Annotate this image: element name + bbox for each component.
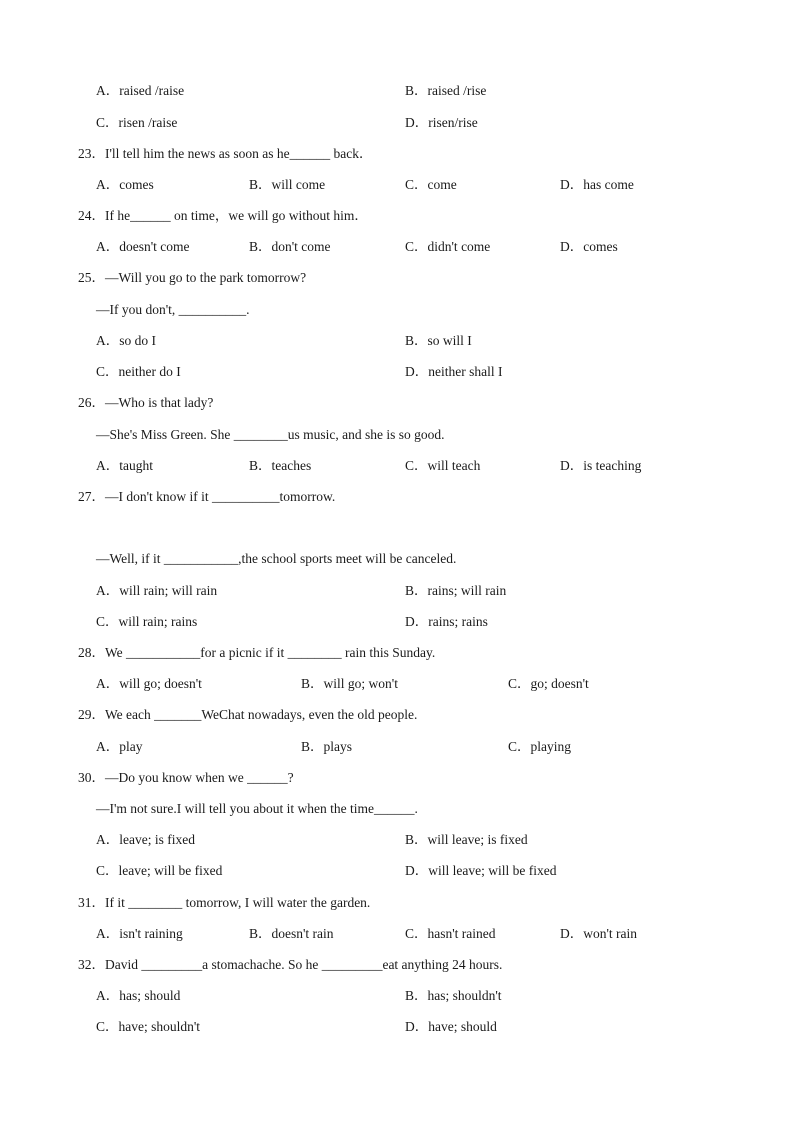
q28-option-c: C．go; doesn't	[508, 676, 589, 691]
q30-option-a: A．leave; is fixed	[96, 832, 195, 847]
q30-option-d: D．will leave; will be fixed	[405, 863, 557, 878]
q23-option-a: A．comes	[96, 177, 154, 192]
q22-option-a: A．raised /raise	[96, 83, 185, 98]
q32-option-b: B．has; shouldn't	[405, 988, 502, 1003]
q30-line2: —I'm not sure.I will tell you about it when the time______.	[96, 801, 418, 816]
q31-option-c: C．hasn't rained	[405, 926, 496, 941]
q31-option-d: D．won't rain	[560, 926, 638, 941]
q27-line2: —Well, if it ___________,the school sports meet will be canceled.	[96, 551, 457, 566]
q24-option-b: B．don't come	[249, 239, 331, 254]
q27-option-b: B．rains; will rain	[405, 583, 507, 598]
q27-option-a: A．will rain; will rain	[96, 583, 218, 598]
q29-option-b: B．plays	[301, 739, 353, 754]
q32-option-c: C．have; shouldn't	[96, 1019, 201, 1034]
q31-option-a: A．isn't raining	[96, 926, 183, 941]
q28-option-a: A．will go; doesn't	[96, 676, 202, 691]
q26-option-d: D．is teaching	[560, 458, 642, 473]
q25-option-b: B．so will I	[405, 333, 472, 348]
q29-option-a: A．play	[96, 739, 143, 754]
q31-stem: 31．If it ________ tomorrow, I will water the garden.	[78, 895, 371, 910]
q30-stem: 30．—Do you know when we ______?	[78, 770, 294, 785]
q26-option-a: A．taught	[96, 458, 153, 473]
q29-stem: 29．We each _______WeChat nowadays, even the old people.	[78, 707, 418, 722]
q31-option-b: B．doesn't rain	[249, 926, 334, 941]
q26-option-c: C．will teach	[405, 458, 481, 473]
q24-stem: 24．If he______ on time，we will go without him．	[78, 208, 368, 223]
q29-option-c: C．playing	[508, 739, 571, 754]
q26-option-b: B．teaches	[249, 458, 312, 473]
q25-stem: 25．—Will you go to the park tomorrow?	[78, 270, 307, 285]
q24-option-c: C．didn't come	[405, 239, 491, 254]
q23-stem: 23．I'll tell him the news as soon as he______ back．	[78, 146, 373, 161]
q22-option-c: C．risen /raise	[96, 115, 178, 130]
q22-option-b: B．raised /rise	[405, 83, 487, 98]
q26-stem: 26．—Who is that lady?	[78, 395, 214, 410]
q25-option-d: D．neither shall I	[405, 364, 503, 379]
q22-option-d: D．risen/rise	[405, 115, 478, 130]
q27-option-c: C．will rain; rains	[96, 614, 198, 629]
q28-stem: 28．We ___________for a picnic if it ________ rain this Sunday.	[78, 645, 436, 660]
q27-stem: 27．—I don't know if it __________tomorrow.	[78, 489, 336, 504]
q25-option-a: A．so do I	[96, 333, 156, 348]
q23-option-d: D．has come	[560, 177, 634, 192]
q30-option-b: B．will leave; is fixed	[405, 832, 528, 847]
q25-line2: —If you don't, __________.	[96, 302, 250, 317]
q32-option-a: A．has; should	[96, 988, 181, 1003]
q26-line2: —She's Miss Green. She ________us music, and she is so good.	[96, 427, 445, 442]
q27-option-d: D．rains; rains	[405, 614, 488, 629]
q23-option-c: C．come	[405, 177, 457, 192]
q24-option-d: D．comes	[560, 239, 618, 254]
q23-option-b: B．will come	[249, 177, 326, 192]
q30-option-c: C．leave; will be fixed	[96, 863, 223, 878]
q24-option-a: A．doesn't come	[96, 239, 190, 254]
q28-option-b: B．will go; won't	[301, 676, 398, 691]
q32-option-d: D．have; should	[405, 1019, 497, 1034]
q32-stem: 32．David _________a stomachache. So he _________eat anything 24 hours.	[78, 957, 503, 972]
q25-option-c: C．neither do I	[96, 364, 181, 379]
